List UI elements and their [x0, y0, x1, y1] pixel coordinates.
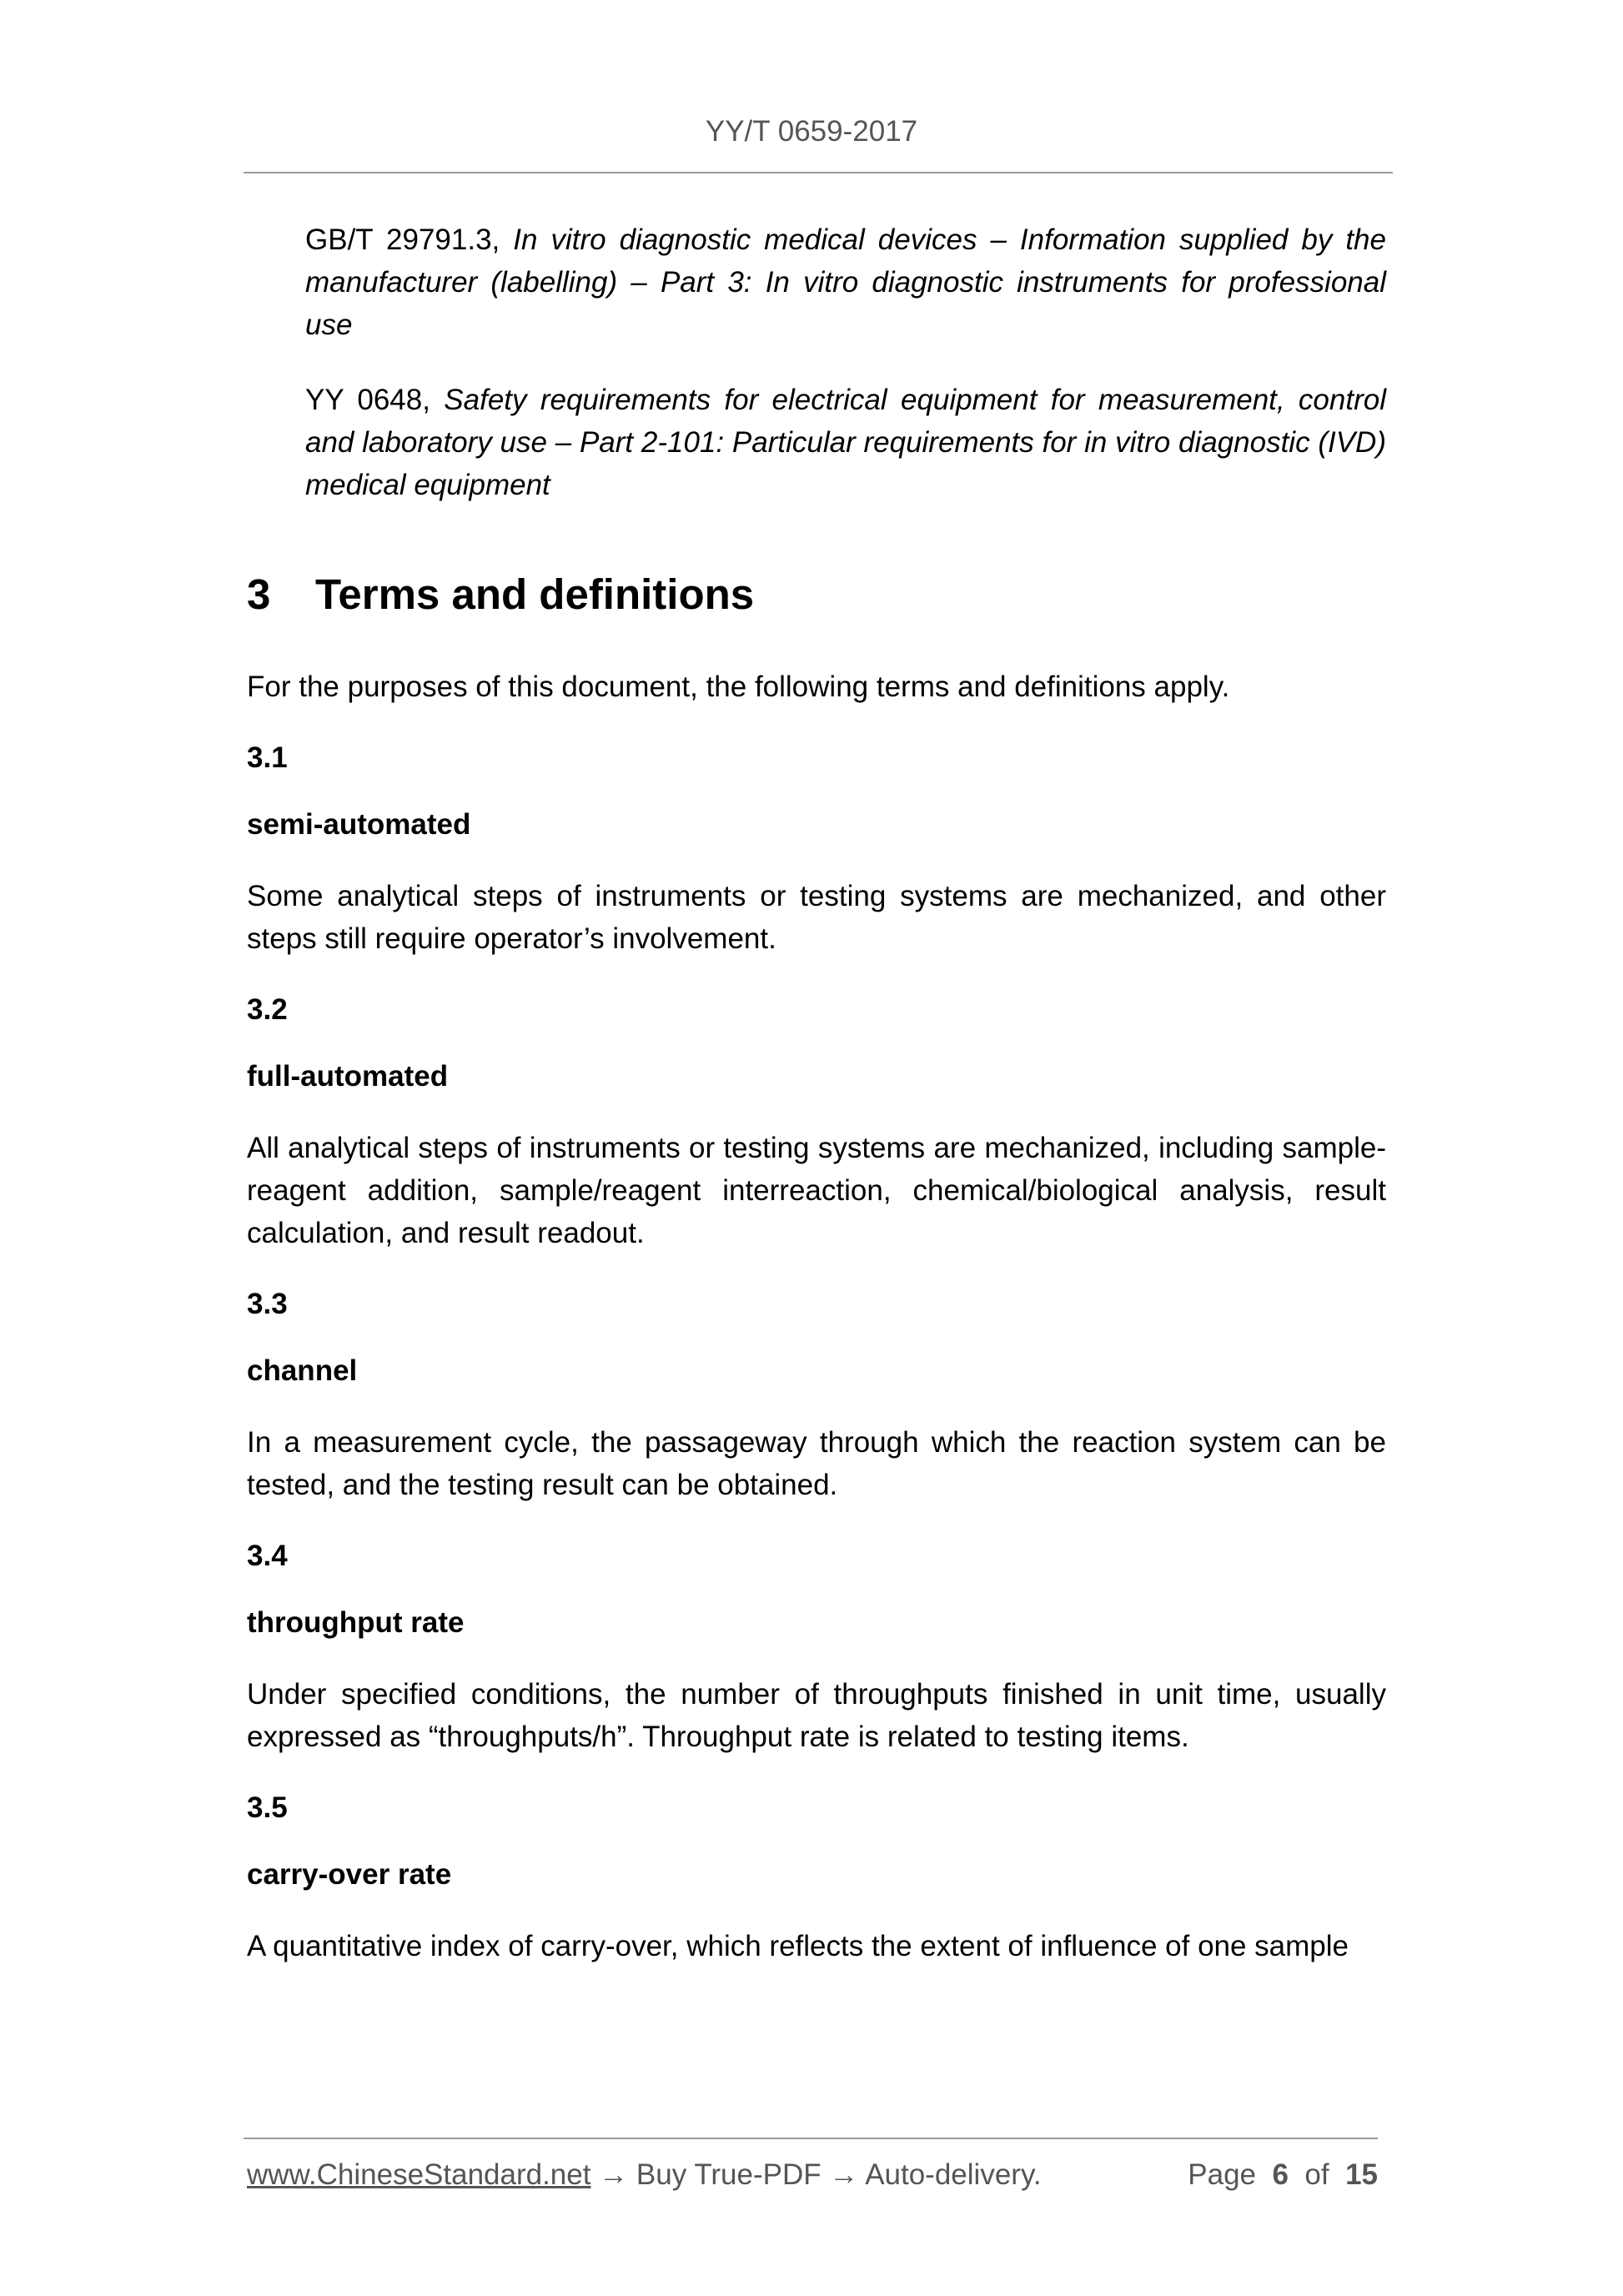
term-definition: In a measurement cycle, the passageway through which the reaction system can be tested, and the testing result can be obtained. [247, 1426, 1386, 1501]
term-number: 3.4 [247, 1540, 288, 1572]
term-number: 3.3 [247, 1288, 288, 1320]
section-title: Terms and definitions [315, 570, 755, 618]
document-code-header: YY/T 0659-2017 [705, 115, 918, 148]
arrow-icon: → [821, 2158, 866, 2191]
page-indicator [1188, 2158, 1378, 2192]
buy-pdf-text: Buy True-PDF [636, 2158, 822, 2191]
footer-divider [244, 2138, 1378, 2139]
delivery-text: Auto-delivery. [865, 2158, 1042, 2191]
page-number: 6 [1272, 2158, 1289, 2191]
term-entry [247, 1791, 1386, 1967]
website-link[interactable]: www.ChineseStandard.net [247, 2158, 591, 2191]
term-definition: All analytical steps of instruments or testing systems are mechanized, including sample-reagent addition, sample/reagent interreaction, chemical/biological analysis, result calculation, and result readout. [247, 1132, 1386, 1249]
term-name: channel [247, 1354, 358, 1387]
section-intro: For the purposes of this document, the following terms and definitions apply. [247, 671, 1230, 703]
term-entry [247, 1288, 1386, 1506]
term-number: 3.1 [247, 741, 288, 774]
section-number: 3 [247, 570, 271, 618]
term-name: carry-over rate [247, 1858, 452, 1891]
page-content [247, 219, 1386, 1967]
term-definition: Some analytical steps of instruments or testing systems are mechanized, and other steps still require operator’s involvement. [247, 880, 1386, 955]
reference-item [305, 219, 1386, 346]
page-label: Page [1188, 2158, 1257, 2191]
term-name: semi-automated [247, 808, 471, 841]
term-definition: A quantitative index of carry-over, which reflects the extent of influence of one sample [247, 1930, 1349, 1962]
term-entry [247, 993, 1386, 1254]
term-entry [247, 741, 1386, 960]
term-entry [247, 1540, 1386, 1758]
term-definition: Under specified conditions, the number of throughputs finished in unit time, usually expressed as “throughputs/h”. Throughput rate is related to testing items. [247, 1678, 1386, 1753]
header-divider [244, 172, 1393, 173]
term-name: full-automated [247, 1060, 449, 1093]
term-number: 3.2 [247, 993, 288, 1026]
total-pages: 15 [1345, 2158, 1378, 2191]
arrow-icon: → [590, 2158, 636, 2191]
reference-code: YY 0648, [305, 384, 445, 416]
section-heading [247, 570, 1386, 619]
term-name: throughput rate [247, 1606, 465, 1639]
reference-code: GB/T 29791.3, [305, 224, 514, 256]
of-label: of [1304, 2158, 1329, 2191]
reference-item [305, 379, 1386, 506]
reference-title: Safety requirements for electrical equipment for measurement, control and laboratory use – Part 2-101: Particular requirements for in vitro diagnostic (IVD) medical equipment [305, 384, 1386, 501]
reference-title: In vitro diagnostic medical devices – Information supplied by the manufacturer (labelling) – Part 3: In vitro diagnostic instruments for professional use [305, 224, 1386, 341]
page-footer [247, 2158, 1378, 2192]
term-number: 3.5 [247, 1791, 288, 1824]
